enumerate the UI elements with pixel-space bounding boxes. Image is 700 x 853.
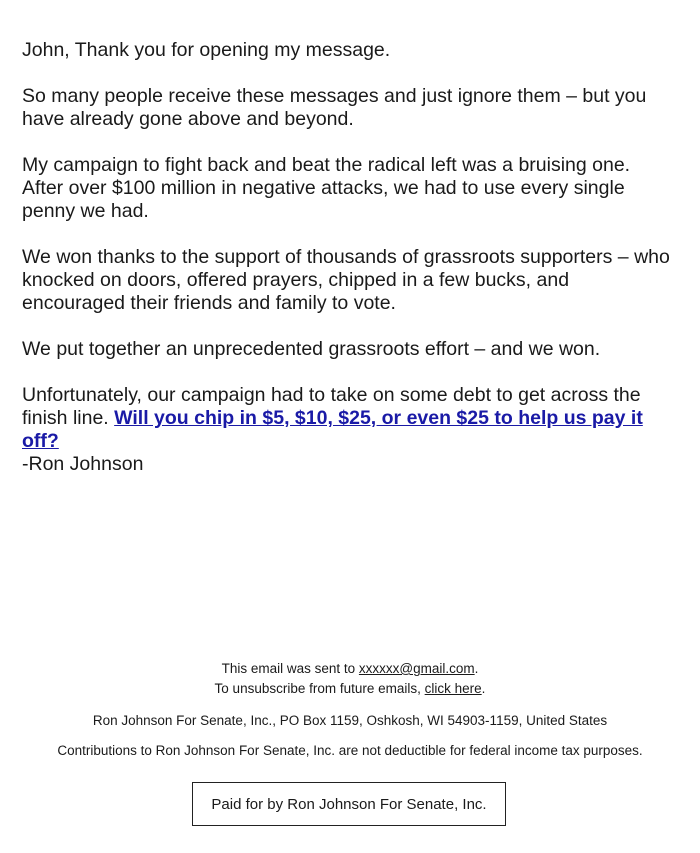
email-body — [22, 39, 672, 476]
sent-to-line: This email was sent to xxxxxx@gmail.com. — [221, 661, 479, 676]
signature: -Ron Johnson — [22, 453, 144, 475]
paragraph-4: We put together an unprecedented grassroots effort – and we won. — [22, 338, 601, 360]
unsubscribe-line: To unsubscribe from future emails, click here. — [214, 681, 486, 696]
email-address-link[interactable]: xxxxxx@gmail.com — [358, 661, 475, 676]
tax-disclaimer: Contributions to Ron Johnson For Senate, Inc. are not deductible for federal income tax purposes. — [57, 743, 643, 758]
paragraph-1: So many people receive these messages and just ignore them – but you have already gone above and beyond. — [22, 85, 647, 130]
paragraph-5-text: Unfortunately, our campaign had to take on some debt to get across the finish line. — [22, 384, 641, 429]
greeting: John, Thank you for opening my message. — [22, 39, 391, 61]
paragraph-3: We won thanks to the support of thousands of grassroots supporters – who knocked on doors, offered prayers, chipped in a few bucks, and encouraged their friends and family to vote. — [22, 246, 670, 314]
email-footer — [0, 659, 700, 761]
paid-for-text: Paid for by Ron Johnson For Senate, Inc. — [211, 795, 487, 813]
mailing-address: Ron Johnson For Senate, Inc., PO Box 1159, Oshkosh, WI 54903-1159, United States — [92, 713, 608, 728]
donate-link[interactable]: Will you chip in $5, $10, $25, or even $25 to help us pay it off? — [22, 407, 643, 452]
paragraph-2: My campaign to fight back and beat the radical left was a bruising one. After over $100 million in negative attacks, we had to use every single penny we had. — [22, 154, 631, 222]
paid-for-box — [192, 782, 506, 826]
unsubscribe-link[interactable]: click here — [424, 681, 482, 696]
paragraph-5 — [22, 384, 672, 453]
